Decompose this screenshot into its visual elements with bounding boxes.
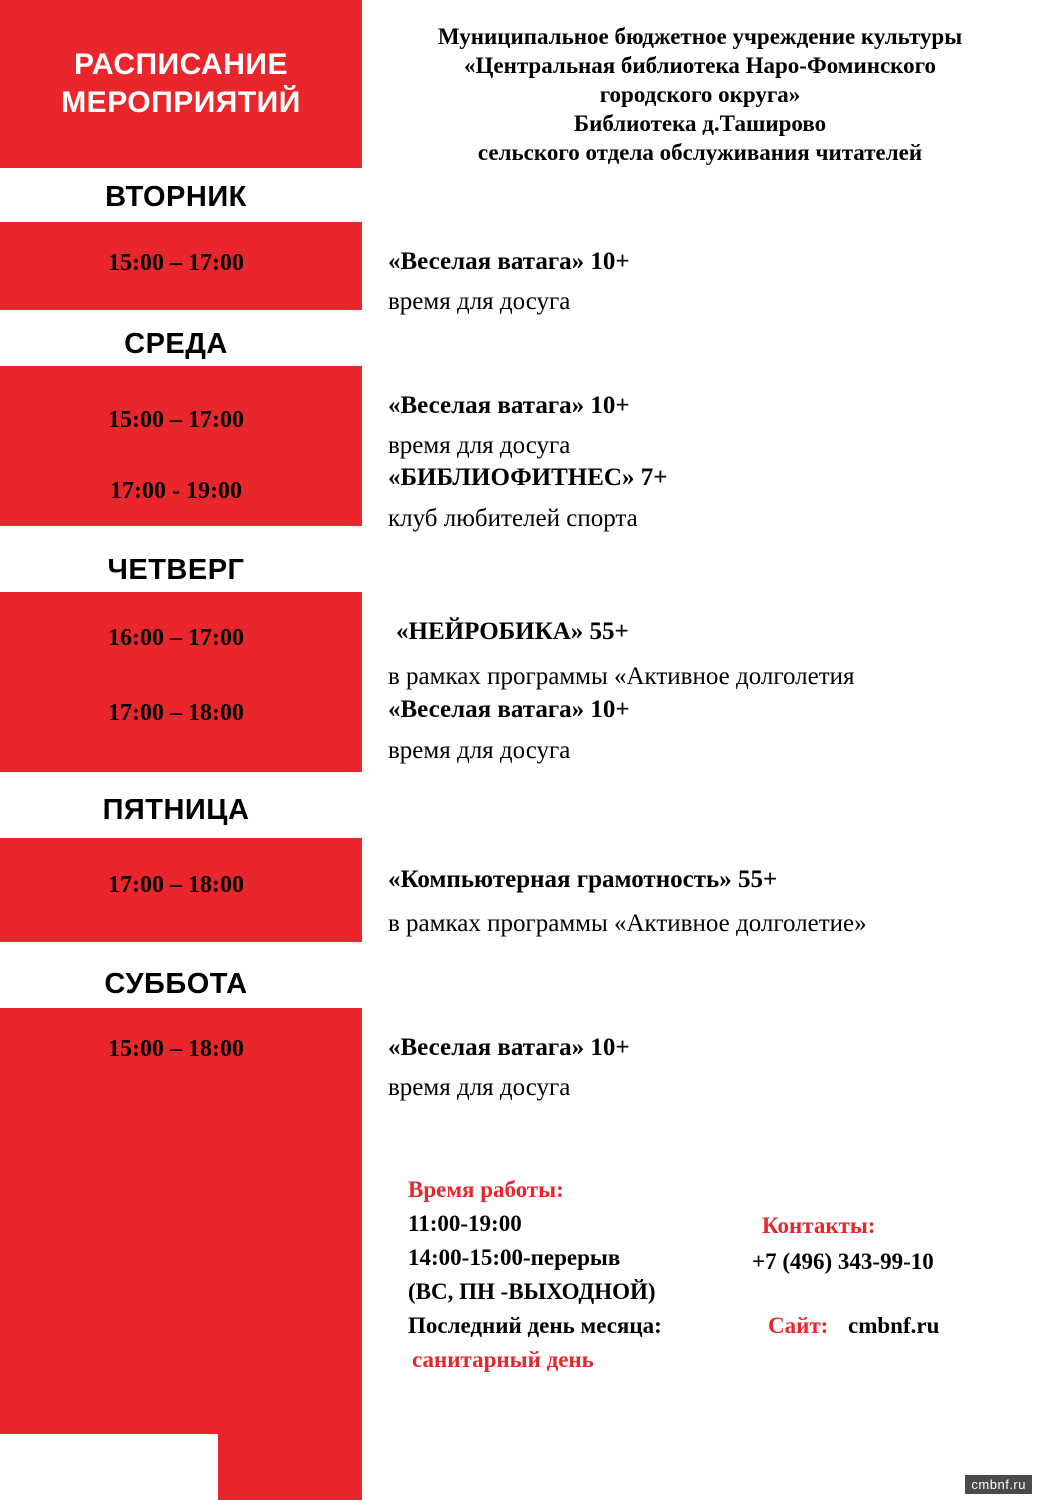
org-line-3: городского округа» <box>599 82 801 107</box>
time-slot-1: 15:00 – 17:00 <box>108 250 244 276</box>
org-line-1: Муниципальное бюджетное учреждение культуры <box>437 24 963 49</box>
day-label-tuesday: ВТОРНИК <box>105 181 247 213</box>
time-slot-2: 15:00 – 17:00 <box>108 407 244 433</box>
page-title-line1: РАСПИСАНИЕ <box>74 48 288 81</box>
event-title-5: «Веселая ватага» 10+ <box>388 696 630 723</box>
time-slot-4: 16:00 – 17:00 <box>108 625 244 651</box>
hours-line-3: (ВС, ПН -ВЫХОДНОЙ) <box>408 1279 656 1304</box>
event-title-4: «НЕЙРОБИКА» 55+ <box>396 618 629 645</box>
org-line-5: сельского отдела обслуживания читателей <box>477 140 923 165</box>
event-subtitle-3: клуб любителей спорта <box>388 505 638 532</box>
time-slot-5: 17:00 – 18:00 <box>108 700 244 726</box>
event-subtitle-6: в рамках программы «Активное долголетие» <box>388 910 867 937</box>
contacts-label: Контакты: <box>762 1213 876 1238</box>
hours-line-1: 11:00-19:00 <box>408 1211 522 1236</box>
event-title-3: «БИБЛИОФИТНЕС» 7+ <box>388 464 668 491</box>
phone-number: +7 (496) 343-99-10 <box>752 1249 934 1274</box>
day-label-saturday: СУББОТА <box>104 968 248 1000</box>
day-label-thursday: ЧЕТВЕРГ <box>107 554 245 586</box>
page-title <box>0 46 362 122</box>
event-subtitle-4: в рамках программы «Активное долголетия <box>388 663 855 690</box>
event-subtitle-1: время для досуга <box>388 288 571 315</box>
org-line-2: «Центральная библиотека Наро-Фоминского <box>464 53 936 78</box>
organization-title <box>362 22 1038 167</box>
sanitary-day: санитарный день <box>412 1347 594 1372</box>
org-line-4: Библиотека д.Таширово <box>573 111 827 136</box>
event-title-1: «Веселая ватага» 10+ <box>388 248 630 275</box>
site-value[interactable]: cmbnf.ru <box>848 1313 940 1338</box>
time-slot-7: 15:00 – 18:00 <box>108 1036 244 1062</box>
event-subtitle-2: время для досуга <box>388 432 571 459</box>
hours-line-4: Последний день месяца: <box>408 1313 662 1338</box>
page-title-line2: МЕРОПРИЯТИЙ <box>61 86 301 119</box>
red-block-thursday <box>0 592 362 772</box>
hours-label: Время работы: <box>408 1177 564 1202</box>
red-tail-left <box>0 1316 218 1434</box>
hours-line-2: 14:00-15:00-перерыв <box>408 1245 621 1270</box>
left-schedule-column <box>0 0 362 1500</box>
event-title-2: «Веселая ватага» 10+ <box>388 392 630 419</box>
event-subtitle-7: время для досуга <box>388 1074 571 1101</box>
event-title-7: «Веселая ватага» 10+ <box>388 1034 630 1061</box>
red-tail-right <box>218 1316 362 1500</box>
watermark: cmbnf.ru <box>965 1475 1032 1494</box>
day-label-friday: ПЯТНИЦА <box>102 794 250 826</box>
day-label-wednesday: СРЕДА <box>124 328 228 360</box>
time-slot-6: 17:00 – 18:00 <box>108 872 244 898</box>
site-label: Сайт: <box>768 1313 829 1338</box>
event-subtitle-5: время для досуга <box>388 737 571 764</box>
time-slot-3: 17:00 - 19:00 <box>110 478 242 504</box>
event-title-6: «Компьютерная грамотность» 55+ <box>388 866 778 893</box>
